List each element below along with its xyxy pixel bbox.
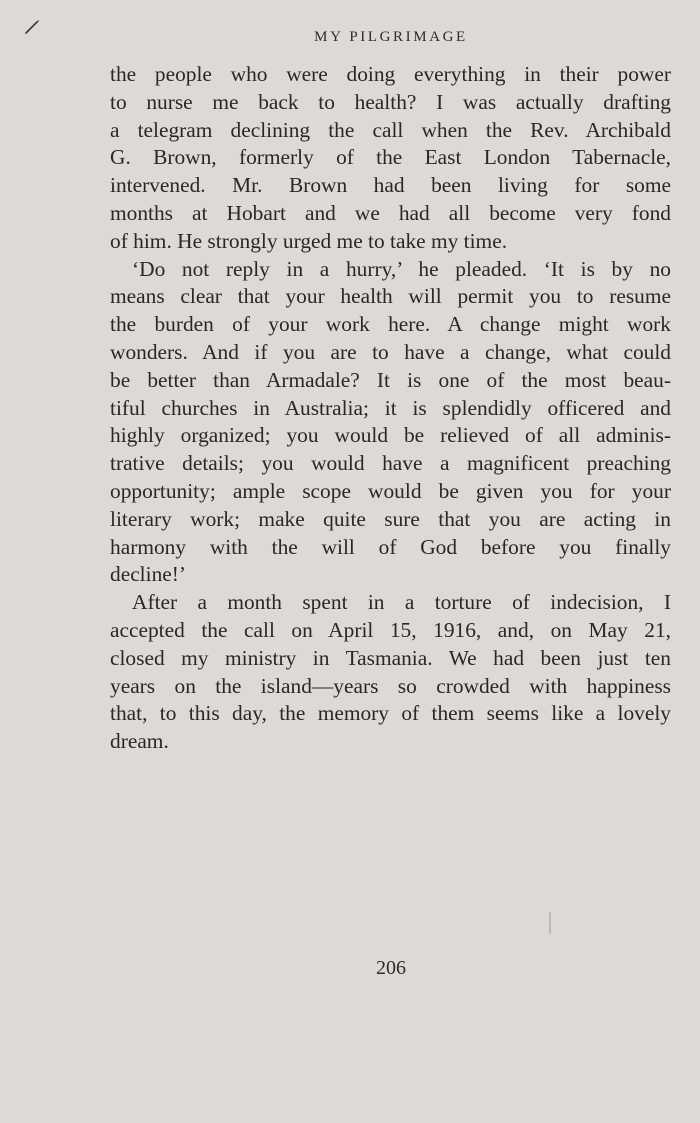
- paragraph: [110, 256, 671, 590]
- text-line: months at Hobart and we had all become very fond: [110, 200, 671, 225]
- text-line: a telegram declining the call when the Rev. Archibald: [110, 117, 671, 142]
- paragraph: [110, 61, 671, 256]
- text-line: closed my ministry in Tasmania. We had been just ten: [110, 645, 671, 670]
- text-line: the people who were doing everything in their power: [110, 62, 671, 86]
- text-line: means clear that your health will permit you to resume: [110, 284, 671, 309]
- text-line: years on the island—years so crowded with happiness: [110, 673, 671, 698]
- paragraph: [110, 589, 671, 756]
- paper-speck: [549, 912, 551, 934]
- running-head: MY PILGRIMAGE: [314, 29, 468, 45]
- body-text: [110, 61, 671, 756]
- text-line: ‘Do not reply in a hurry,’ he pleaded. ‘It is by no: [132, 256, 671, 281]
- text-line: intervened. Mr. Brown had been living for some: [110, 173, 671, 198]
- text-line: dream.: [110, 729, 169, 754]
- text-line: G. Brown, formerly of the East London Tabernacle,: [110, 145, 671, 170]
- text-line: that, to this day, the memory of them seems like a lovely: [110, 701, 671, 726]
- text-line: the burden of your work here. A change might work: [110, 312, 671, 337]
- page-number: 206: [376, 957, 406, 979]
- text-line: of him. He strongly urged me to take my time.: [110, 228, 508, 253]
- text-line: tiful churches in Australia; it is splendidly officered and: [110, 395, 671, 420]
- text-line: wonders. And if you are to have a change, what could: [110, 339, 671, 364]
- text-line: be better than Armadale? It is one of the most beau-: [110, 367, 671, 392]
- text-line: accepted the call on April 15, 1916, and, on May 21,: [110, 617, 671, 642]
- text-line: trative details; you would have a magnificent preaching: [110, 451, 671, 476]
- text-line: opportunity; ample scope would be given you for your: [110, 478, 671, 503]
- text-line: harmony with the will of God before you finally: [110, 534, 671, 559]
- text-line: to nurse me back to health? I was actually drafting: [110, 89, 671, 114]
- text-line: decline!’: [110, 562, 187, 587]
- text-line: literary work; make quite sure that you are acting in: [110, 506, 671, 531]
- text-line: highly organized; you would be relieved of all adminis-: [110, 423, 671, 448]
- text-line: After a month spent in a torture of indecision, I: [132, 590, 671, 615]
